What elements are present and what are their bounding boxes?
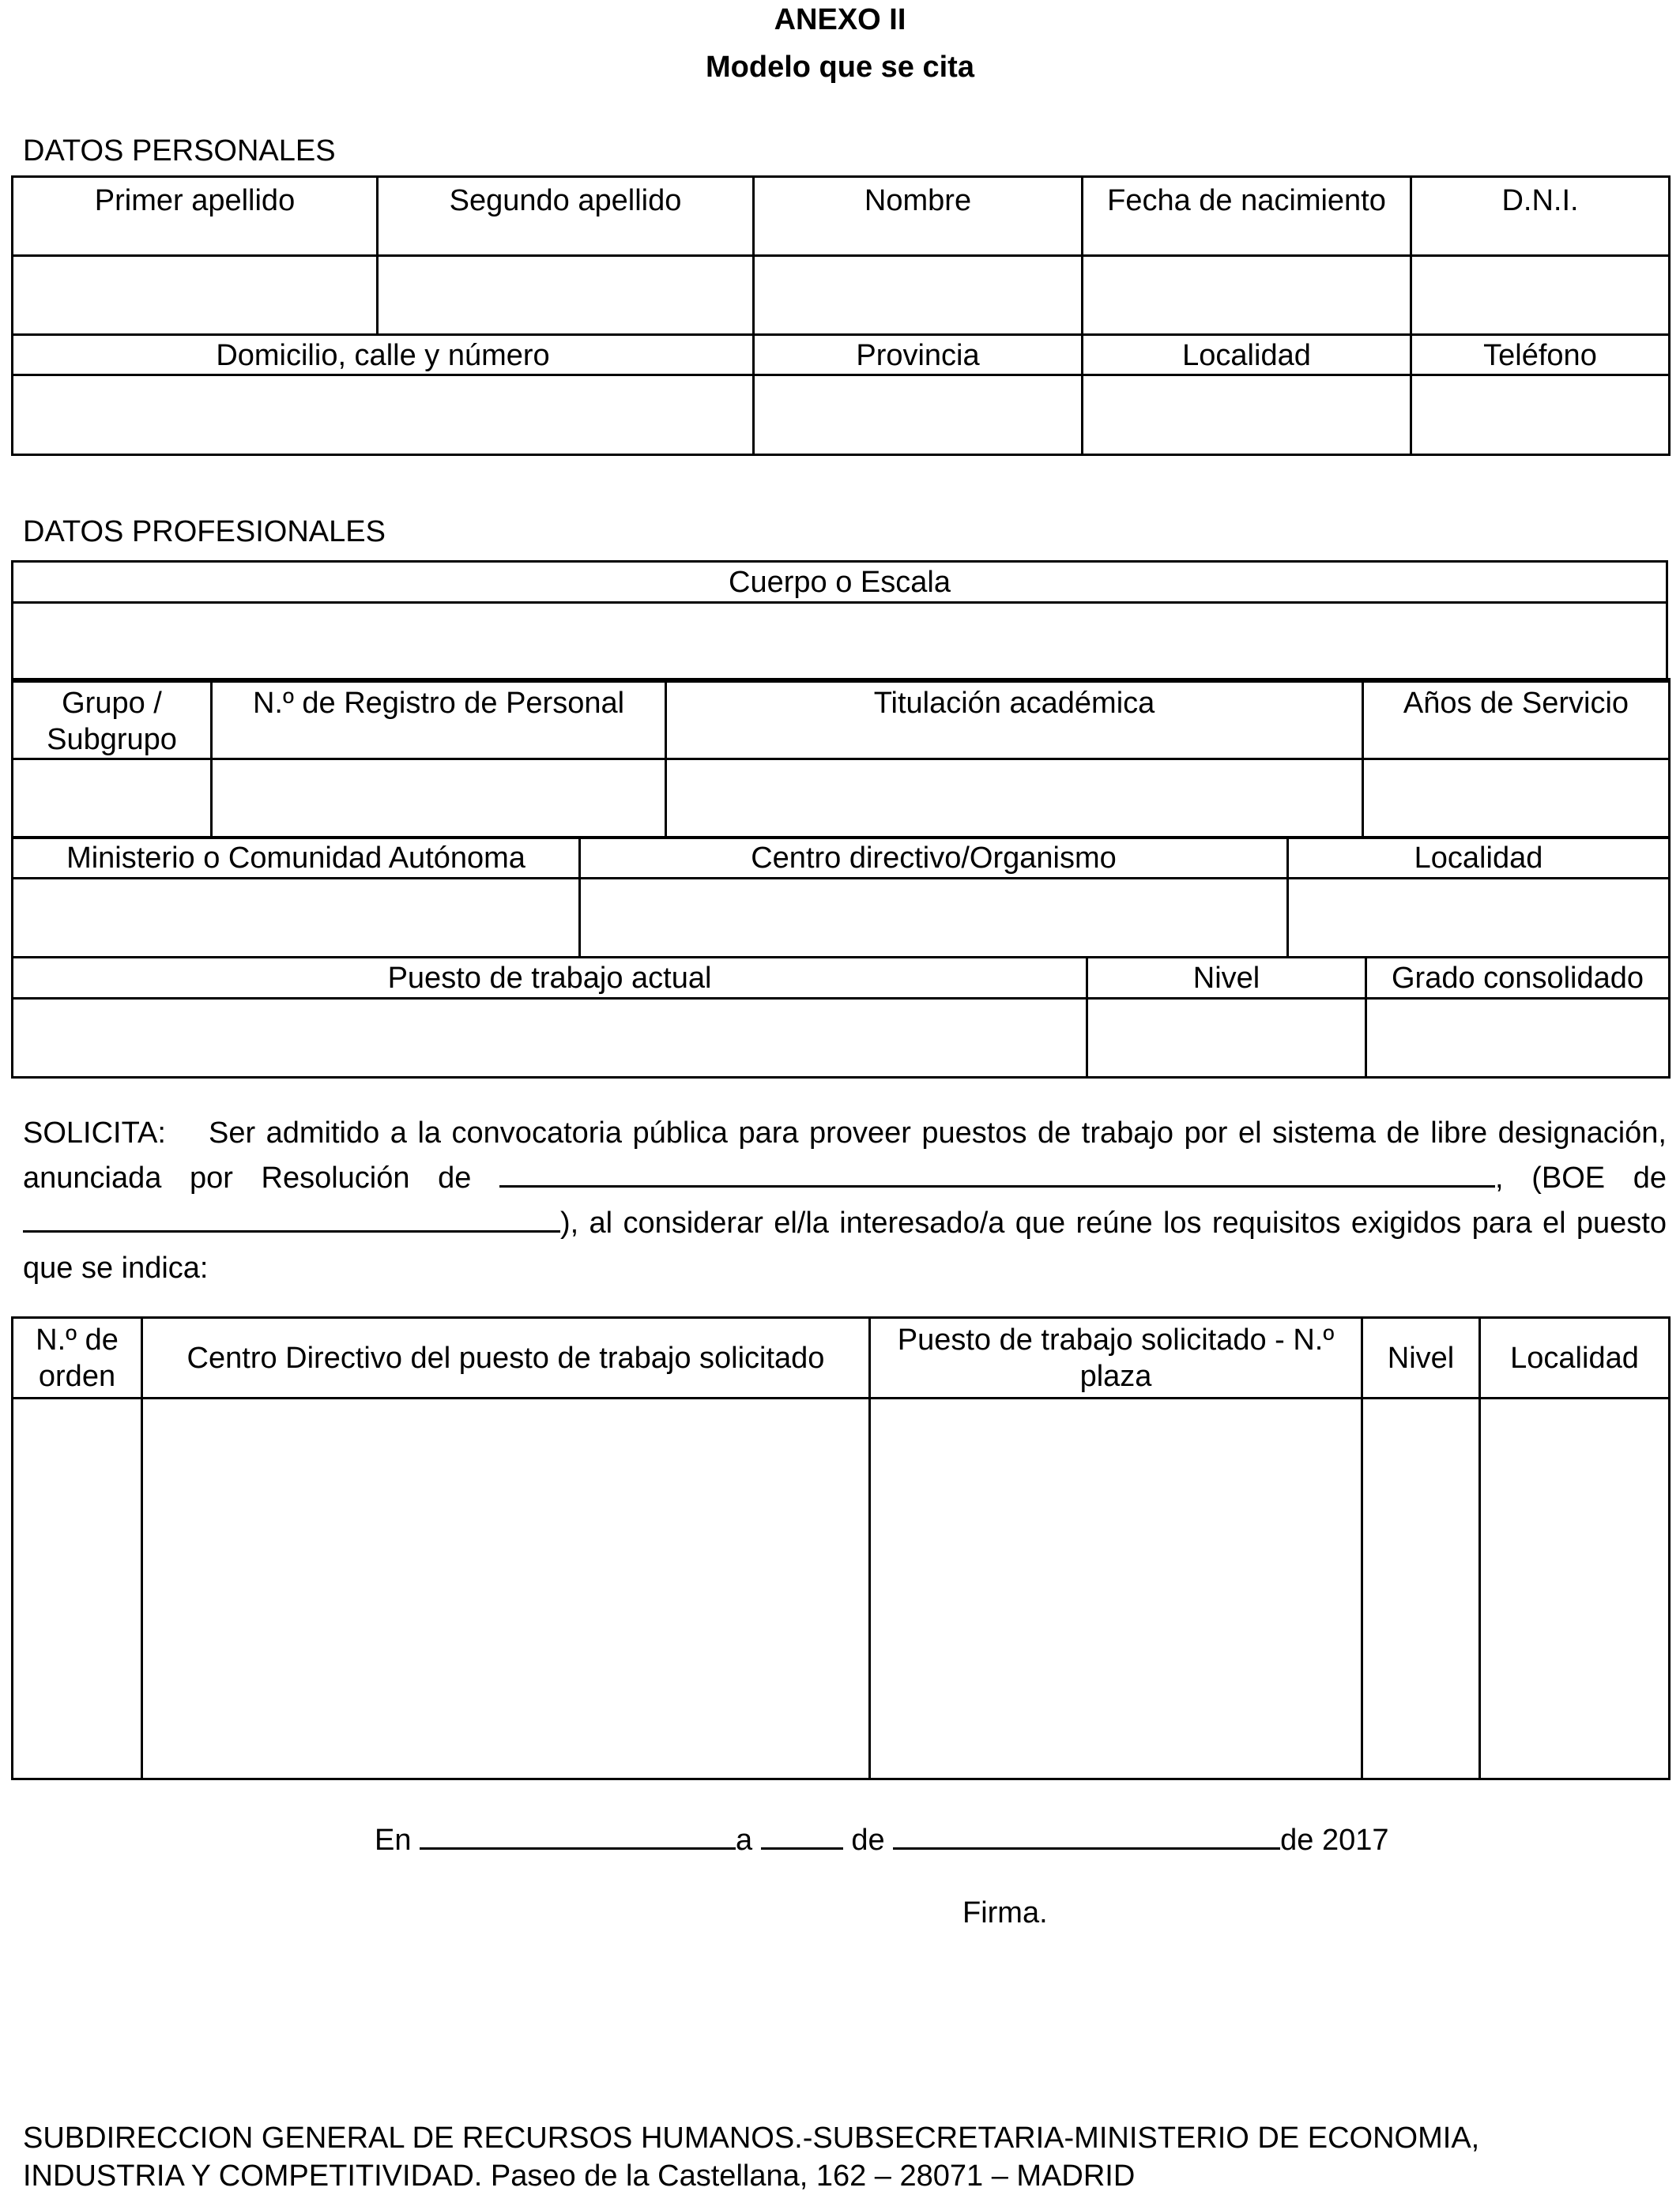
annex-subtitle: Modelo que se cita	[706, 51, 974, 84]
footer-line-1: SUBDIRECCION GENERAL DE RECURSOS HUMANOS.-SUBSECRETARIA-MINISTERIO DE ECONOMIA,	[23, 2122, 1480, 2155]
year-text: de 2017	[1280, 1824, 1389, 1857]
day-prefix: a	[736, 1824, 753, 1857]
field-titulacion[interactable]	[666, 759, 1363, 838]
day-blank[interactable]	[761, 1819, 843, 1850]
requested-positions-table	[11, 1316, 1671, 1780]
request-text-2: ,	[1495, 1162, 1504, 1195]
request-text-1: Ser admitido a la convocatoria pública para proveer puestos de trabajo por el sistema de libre designación, anunciada por Resolución de	[23, 1116, 1667, 1195]
field-puesto-actual[interactable]	[13, 999, 1087, 1078]
header-ministerio: Ministerio o Comunidad Autónoma	[13, 838, 580, 879]
field-domicilio[interactable]	[13, 375, 754, 455]
field-nombre[interactable]	[754, 256, 1083, 335]
header-centro-solicitado: Centro Directivo del puesto de trabajo solicitado	[142, 1318, 870, 1399]
header-nivel-solicitado: Nivel	[1362, 1318, 1480, 1399]
field-nivel-actual[interactable]	[1087, 999, 1366, 1078]
header-grupo: Grupo / Subgrupo	[13, 680, 212, 759]
field-ministerio[interactable]	[13, 879, 580, 958]
annex-title: ANEXO II	[774, 3, 906, 36]
header-orden: N.º de orden	[13, 1318, 142, 1399]
header-domicilio: Domicilio, calle y número	[13, 335, 754, 375]
signature-label: Firma.	[962, 1896, 1048, 1930]
header-provincia: Provincia	[754, 335, 1083, 375]
field-localidad[interactable]	[1083, 375, 1411, 455]
boe-date-blank[interactable]	[23, 1202, 560, 1233]
professional-ministerio-table	[11, 836, 1671, 958]
field-centro-directivo[interactable]	[580, 879, 1288, 958]
header-dni: D.N.I.	[1411, 177, 1670, 256]
request-label: SOLICITA:	[23, 1116, 166, 1150]
header-nivel-actual: Nivel	[1087, 958, 1366, 999]
field-centro-solicitado[interactable]	[142, 1399, 870, 1779]
field-orden[interactable]	[13, 1399, 142, 1779]
field-puesto-solicitado[interactable]	[870, 1399, 1362, 1779]
month-prefix: de	[851, 1824, 885, 1857]
professional-puesto-table	[11, 956, 1671, 1079]
header-cuerpo-escala: Cuerpo o Escala	[13, 562, 1667, 603]
professional-grupo-table	[11, 678, 1671, 839]
header-fecha-nacimiento: Fecha de nacimiento	[1083, 177, 1411, 256]
field-nivel-solicitado[interactable]	[1362, 1399, 1480, 1779]
header-nombre: Nombre	[754, 177, 1083, 256]
footer-line-2: INDUSTRIA Y COMPETITIVIDAD. Paseo de la Castellana, 162 – 28071 – MADRID	[23, 2159, 1136, 2193]
professional-cuerpo-table	[11, 560, 1668, 683]
field-anos-servicio[interactable]	[1363, 759, 1670, 838]
field-localidad-solicitada[interactable]	[1480, 1399, 1670, 1779]
footer-address	[23, 2119, 1667, 2195]
place-prefix: En	[375, 1824, 412, 1857]
request-text-3: (BOE de	[1531, 1162, 1667, 1195]
header-puesto-actual: Puesto de trabajo actual	[13, 958, 1087, 999]
header-telefono: Teléfono	[1411, 335, 1670, 375]
month-blank[interactable]	[893, 1819, 1280, 1850]
field-primer-apellido[interactable]	[13, 256, 378, 335]
field-dni[interactable]	[1411, 256, 1670, 335]
request-text-4: ), al considerar el/la interesado/a que reúne los requisitos exigidos para el puesto que se indica:	[23, 1207, 1667, 1285]
header-localidad-solicitada: Localidad	[1480, 1318, 1670, 1399]
field-localidad-prof[interactable]	[1288, 879, 1670, 958]
header-primer-apellido: Primer apellido	[13, 177, 378, 256]
header-titulacion: Titulación académica	[666, 680, 1363, 759]
personal-data-heading: DATOS PERSONALES	[23, 134, 336, 168]
field-registro[interactable]	[212, 759, 666, 838]
place-blank[interactable]	[420, 1819, 736, 1850]
personal-data-table	[11, 175, 1671, 456]
place-date-line	[375, 1819, 1389, 1858]
header-localidad-prof: Localidad	[1288, 838, 1670, 879]
field-segundo-apellido[interactable]	[378, 256, 754, 335]
field-fecha-nacimiento[interactable]	[1083, 256, 1411, 335]
professional-data-heading: DATOS PROFESIONALES	[23, 515, 386, 548]
field-telefono[interactable]	[1411, 375, 1670, 455]
resolution-blank[interactable]	[499, 1157, 1495, 1188]
header-anos-servicio: Años de Servicio	[1363, 680, 1670, 759]
header-puesto-solicitado: Puesto de trabajo solicitado - N.º plaza	[870, 1318, 1362, 1399]
field-provincia[interactable]	[754, 375, 1083, 455]
header-grado-consolidado: Grado consolidado	[1366, 958, 1670, 999]
field-grado-consolidado[interactable]	[1366, 999, 1670, 1078]
header-registro: N.º de Registro de Personal	[212, 680, 666, 759]
field-cuerpo-escala[interactable]	[13, 603, 1667, 682]
header-segundo-apellido: Segundo apellido	[378, 177, 754, 256]
header-localidad: Localidad	[1083, 335, 1411, 375]
request-paragraph	[23, 1111, 1667, 1291]
header-centro-directivo: Centro directivo/Organismo	[580, 838, 1288, 879]
field-grupo[interactable]	[13, 759, 212, 838]
